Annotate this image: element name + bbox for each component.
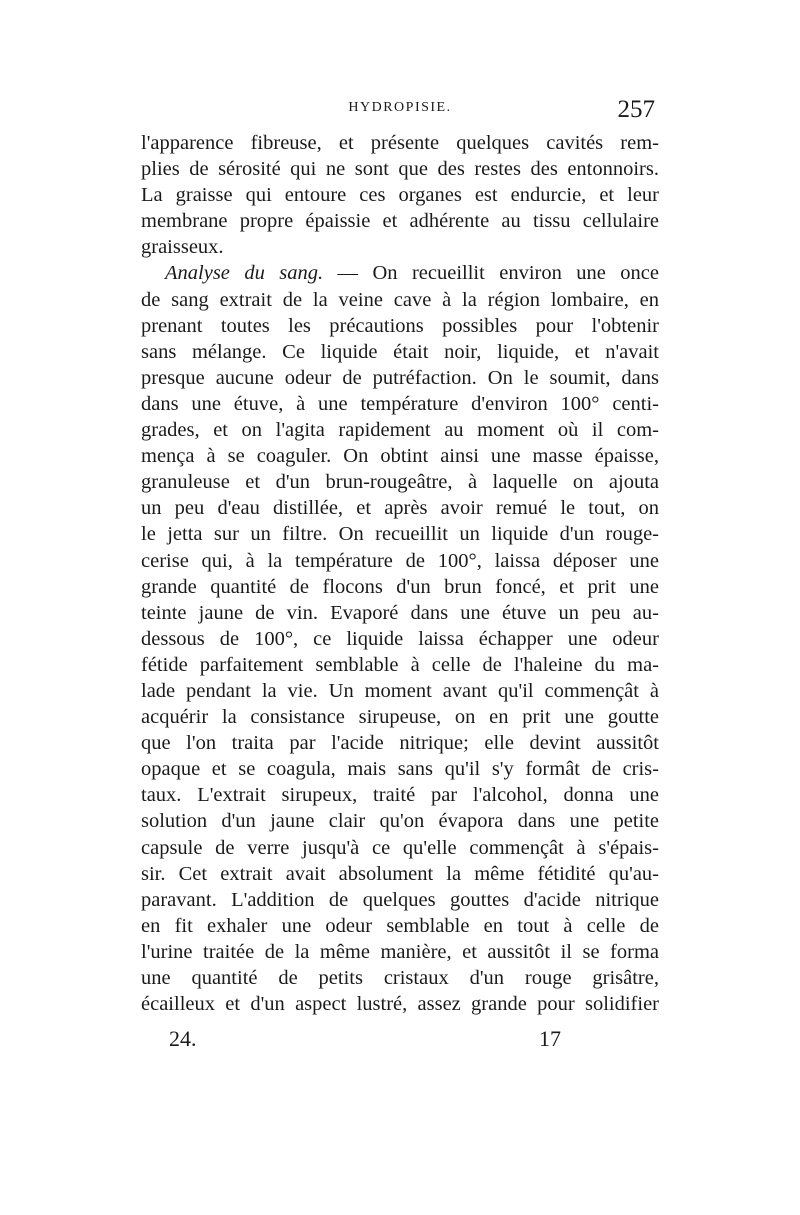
text-line: de sang extrait de la veine cave à la région lombaire, en [141,288,659,311]
text-line: paravant. L'addition de quelques gouttes d'acide nitrique [141,888,659,911]
text-line: plies de sérosité qui ne sont que des restes des entonnoirs. [141,158,659,181]
section-label: Analyse du sang. [165,262,324,285]
text-line: mença à se coaguler. On obtint ainsi une masse épaisse, [141,445,659,468]
text-line: prenant toutes les précautions possibles pour l'obtenir [141,314,659,337]
text-line: sans mélange. Ce liquide était noir, liquide, et n'avait [141,340,659,363]
text-line-section-start [141,260,659,286]
sheet-number: 17 [539,1026,561,1051]
page-number: 257 [617,96,655,123]
text-line: un peu d'eau distillée, et après avoir remué le tout, on [141,497,659,520]
text-line: capsule de verre jusqu'à ce qu'elle commençât à s'épais- [141,836,659,859]
text-line: taux. L'extrait sirupeux, traité par l'alcohol, donna une [141,784,659,807]
text-line: écailleux et d'un aspect lustré, assez grande pour solidifier [141,993,659,1016]
text-line: cerise qui, à la température de 100°, laissa déposer une [141,549,659,572]
text-line: grades, et on l'agita rapidement au moment où il com- [141,419,659,442]
text-line-remainder: — On recueillit environ une once [337,262,660,285]
text-line: dans une étuve, à une température d'environ 100° centi- [141,392,659,415]
text-line: solution d'un jaune clair qu'on évapora dans une petite [141,810,659,833]
text-line: presque aucune odeur de putréfaction. On le soumit, dans [141,366,659,389]
page-footer [141,1026,659,1056]
text-line: fétide parfaitement semblable à celle de l'haleine du ma- [141,653,659,676]
text-line: le jetta sur un filtre. On recueillit un liquide d'un rouge- [141,523,659,546]
text-line: La graisse qui entoure ces organes est endurcie, et leur [141,184,659,207]
page-header [141,96,659,130]
text-line: en fit exhaler une odeur semblable en tout à celle de [141,914,659,937]
text-line: l'apparence fibreuse, et présente quelques cavités rem- [141,132,659,154]
text-line: granuleuse et d'un brun-rougeâtre, à laquelle on ajouta [141,471,659,494]
text-line: que l'on traita par l'acide nitrique; elle devint aussitôt [141,732,659,755]
text-line: membrane propre épaissie et adhérente au tissu cellulaire [141,210,659,233]
text-line: une quantité de petits cristaux d'un rouge grisâtre, [141,967,659,989]
text-line: dessous de 100°, ce liquide laissa échapper une odeur [141,627,659,650]
signature-mark: 24. [169,1026,197,1051]
text-line: l'urine traitée de la même manière, et aussitôt il se forma [141,940,659,963]
body-text [141,130,659,1017]
running-title: HYDROPISIE. [348,100,452,115]
text-line: lade pendant la vie. Un moment avant qu'il commençât à [141,679,659,702]
text-line: opaque et se coagula, mais sans qu'il s'y formât de cris- [141,758,659,781]
text-line: graisseux. [141,236,224,259]
text-line: teinte jaune de vin. Evaporé dans une étuve un peu au- [141,601,659,624]
text-line: sir. Cet extrait avait absolument la même fétidité qu'au- [141,862,659,885]
text-line: grande quantité de flocons d'un brun foncé, et prit une [141,575,659,598]
text-line: acquérir la consistance sirupeuse, on en prit une goutte [141,706,659,729]
